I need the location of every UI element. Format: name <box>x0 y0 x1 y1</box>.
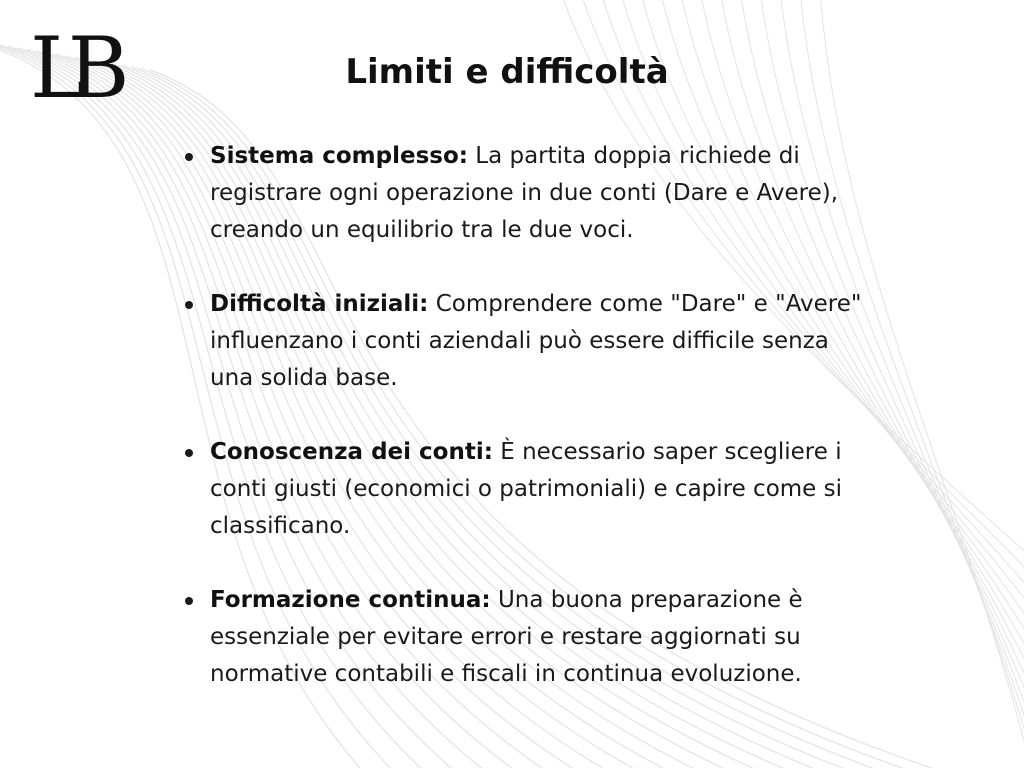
list-item <box>183 434 863 545</box>
bullet-dot-icon <box>185 597 193 605</box>
list-item <box>183 286 863 397</box>
bullet-term: Formazione continua: <box>210 587 491 613</box>
bullet-term: Sistema complesso: <box>210 143 468 169</box>
bullet-text: Una buona preparazione è essenziale per evitare errori e restare aggiornati su normative contabili e fiscali in continua evoluzione. <box>210 587 803 687</box>
list-item <box>183 582 863 693</box>
list-item <box>183 138 863 249</box>
bullet-dot-icon <box>185 449 193 457</box>
bullet-list <box>183 138 863 730</box>
bullet-dot-icon <box>185 153 193 161</box>
bullet-text: Comprendere come "Dare" e "Avere" influenzano i conti aziendali può essere difficile senza una solida base. <box>210 291 862 391</box>
bullet-text: La partita doppia richiede di registrare ogni operazione in due conti (Dare e Avere), creando un equilibrio tra le due voci. <box>210 143 839 243</box>
brand-logo: LB <box>30 19 112 117</box>
bullet-term: Conoscenza dei conti: <box>210 439 493 465</box>
bullet-dot-icon <box>185 301 193 309</box>
page-title: Limiti e difficoltà <box>345 52 669 92</box>
bullet-term: Difficoltà iniziali: <box>210 291 429 317</box>
bullet-text: È necessario saper scegliere i conti giusti (economici o patrimoniali) e capire come si classificano. <box>210 439 843 539</box>
